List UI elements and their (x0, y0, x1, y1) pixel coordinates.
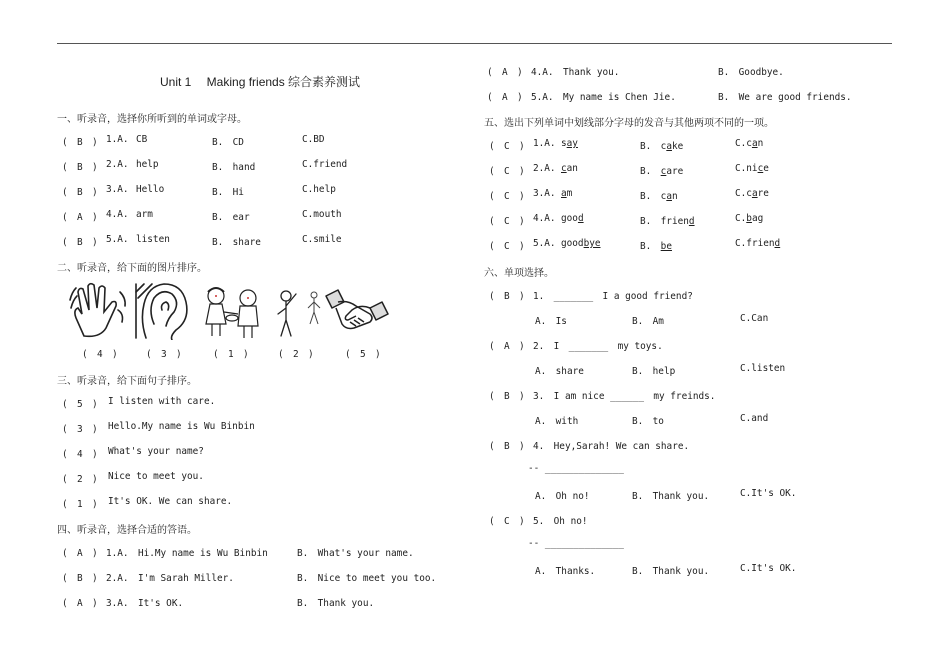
option-a (561, 163, 578, 174)
word-part: C.ni (735, 163, 758, 174)
picture-order-label: ( 4 ) (82, 349, 118, 360)
option-b: B. Hi (212, 187, 244, 198)
small-figure-icon (306, 290, 322, 326)
answer: ( 2 ) (62, 474, 98, 485)
header-rule (57, 43, 892, 44)
page-title: Unit 1 Making friends 综合素养测试 (160, 75, 361, 89)
word-part: C.frien (735, 238, 775, 249)
question-number: 5.A. (533, 238, 556, 249)
sentence: Nice to meet you. (108, 471, 204, 482)
underlined-letters: d (688, 216, 695, 227)
underlined-letters: a (666, 191, 672, 202)
picture-order-label: ( 2 ) (278, 349, 314, 360)
underlined-letters: a (751, 188, 758, 199)
question-number: 3.A. (106, 184, 129, 195)
question-text: 2. I _______ my toys. (533, 341, 663, 352)
answer: ( A ) (62, 598, 98, 609)
answer: ( 5 ) (62, 399, 98, 410)
underlined-letters: d (577, 213, 584, 224)
word-part: goo (561, 213, 578, 224)
option-a: 3.A. It's OK. (106, 598, 184, 609)
option-b (640, 138, 683, 152)
option-a: Hello (136, 184, 165, 195)
answer-blank: -- ______________ (528, 538, 624, 549)
word-part: ke (671, 141, 684, 152)
picture-order-label: ( 1 ) (213, 349, 249, 360)
question-number: 5.A. (106, 234, 129, 245)
underlined-letters: d (774, 238, 781, 249)
option-c (735, 138, 763, 149)
pointing-person-icon (272, 288, 300, 338)
word-part: B. c (640, 191, 667, 202)
word-part: C.c (735, 188, 752, 199)
answer: ( A ) (487, 67, 523, 78)
answer: ( B ) (62, 237, 98, 248)
option-a: A. Is (535, 316, 567, 327)
question-number: 4.A. (533, 213, 556, 224)
option-b: B. Goodbye. (718, 67, 784, 78)
option-b: B. CD (212, 137, 244, 148)
answer: ( B ) (489, 291, 525, 302)
word-part: s (561, 138, 567, 149)
underlined-letters: a (666, 141, 672, 152)
word-part: B. (640, 241, 661, 252)
underlined-letters: a (561, 188, 567, 199)
underlined-letters: a (751, 138, 758, 149)
option-a: CB (136, 134, 148, 145)
option-c (735, 238, 780, 249)
answer: ( C ) (489, 216, 525, 227)
option-c: C.help (302, 184, 336, 195)
word-part: n (757, 138, 764, 149)
answer: ( B ) (489, 391, 525, 402)
option-a: A. Thanks. (535, 566, 596, 577)
answer: ( A ) (62, 548, 98, 559)
answer: ( 4 ) (62, 449, 98, 460)
answer: ( C ) (489, 141, 525, 152)
underlined-letters: c (757, 163, 764, 174)
handshake-icon (324, 286, 390, 338)
underlined-letters: bye (583, 238, 601, 249)
word-part: C.c (735, 138, 752, 149)
option-b: B. Thank you. (297, 598, 375, 609)
underlined-letters: c (660, 166, 667, 177)
answer: ( B ) (62, 137, 98, 148)
underlined-letters: be (660, 241, 672, 252)
option-b: B. to (632, 416, 664, 427)
option-c: C.smile (302, 234, 342, 245)
answer: ( A ) (489, 341, 525, 352)
answer: ( B ) (489, 441, 525, 452)
option-b: B. share (212, 237, 261, 248)
children-sharing-icon (202, 284, 266, 340)
option-a (561, 188, 572, 199)
section-1-heading: 一、听录音，选择你所听到的单词或字母。 (57, 114, 247, 125)
question-text: 5. Oh no! (533, 516, 588, 527)
answer: ( C ) (489, 241, 525, 252)
option-c: C.It's OK. (740, 488, 797, 499)
option-c (735, 213, 763, 224)
answer-blank: -- ______________ (528, 463, 624, 474)
answer: ( 1 ) (62, 499, 98, 510)
answer: ( B ) (62, 573, 98, 584)
word-part: B. (640, 166, 661, 177)
underlined-letters: ay (566, 138, 578, 149)
option-b (640, 238, 672, 252)
option-c: C.BD (302, 134, 325, 145)
picture-strip (68, 280, 388, 340)
option-c (735, 188, 769, 199)
word-part: B. frien (640, 216, 689, 227)
underlined-letters: b (746, 213, 752, 224)
option-b (640, 163, 683, 177)
question-text: 3. I am nice ______ my freinds. (533, 391, 716, 402)
option-c: C.listen (740, 363, 786, 374)
option-a: 5.A. My name is Chen Jie. (531, 92, 676, 103)
option-b: B. Thank you. (632, 491, 710, 502)
section-4-heading: 四、听录音，选择合适的答语。 (57, 525, 197, 536)
question-text: 1. _______ I a good friend? (533, 291, 693, 302)
answer: ( A ) (487, 92, 523, 103)
option-a (561, 238, 601, 249)
option-b: B. Nice to meet you too. (297, 573, 437, 584)
section-5-heading: 五、选出下列单词中划线部分字母的发音与其他两项不同的一项。 (484, 118, 774, 129)
option-b: B. We are good friends. (718, 92, 852, 103)
question-number: 1.A. (533, 138, 556, 149)
option-a: arm (136, 209, 153, 220)
option-b: B. help (632, 366, 676, 377)
option-a: 1.A. Hi.My name is Wu Binbin (106, 548, 268, 559)
picture-order-label: ( 3 ) (146, 349, 182, 360)
option-c: C.and (740, 413, 769, 424)
question-number: 3.A. (533, 188, 556, 199)
ear-icon (132, 280, 192, 340)
option-b: B. hand (212, 162, 256, 173)
answer: ( B ) (62, 187, 98, 198)
section-2-heading: 二、听录音，给下面的图片排序。 (57, 263, 207, 274)
option-a: A. share (535, 366, 584, 377)
section-3-heading: 三、听录音，给下面句子排序。 (57, 376, 197, 387)
answer: ( 3 ) (62, 424, 98, 435)
option-a (561, 213, 584, 224)
option-a (561, 138, 578, 149)
option-c: C.It's OK. (740, 563, 797, 574)
word-part: ag (751, 213, 764, 224)
waving-hand-icon (68, 280, 130, 338)
sentence: It's OK. We can share. (108, 496, 233, 507)
option-a: listen (136, 234, 170, 245)
option-c (735, 163, 769, 174)
option-a: A. with (535, 416, 579, 427)
word-part: m (566, 188, 573, 199)
question-text: 4. Hey,Sarah! We can share. (533, 441, 690, 452)
option-b (640, 188, 678, 202)
word-part: e (763, 163, 769, 174)
option-c: C.mouth (302, 209, 342, 220)
option-a: A. Oh no! (535, 491, 590, 502)
sentence: I listen with care. (108, 396, 216, 407)
question-number: 2.A. (106, 159, 129, 170)
answer: ( C ) (489, 166, 525, 177)
underlined-letters: c (561, 163, 567, 174)
option-c: C.Can (740, 313, 769, 324)
picture-order-label: ( 5 ) (345, 349, 381, 360)
answer: ( C ) (489, 191, 525, 202)
option-a: 4.A. Thank you. (531, 67, 620, 78)
answer: ( C ) (489, 516, 525, 527)
option-a: 2.A. I'm Sarah Miller. (106, 573, 234, 584)
option-b: B. Thank you. (632, 566, 710, 577)
answer: ( B ) (62, 162, 98, 173)
option-a: help (136, 159, 159, 170)
sentence: What's your name? (108, 446, 204, 457)
question-number: 1.A. (106, 134, 129, 145)
word-part: B. c (640, 141, 667, 152)
answer: ( A ) (62, 212, 98, 223)
question-number: 4.A. (106, 209, 129, 220)
word-part: re (757, 188, 769, 199)
section-6-heading: 六、单项选择。 (484, 268, 554, 279)
word-part: good (561, 238, 584, 249)
word-part: are (666, 166, 684, 177)
sentence: Hello.My name is Wu Binbin (108, 421, 255, 432)
option-b (640, 213, 695, 227)
option-b: B. ear (212, 212, 250, 223)
word-part: an (566, 163, 578, 174)
word-part: C. (735, 213, 747, 224)
option-b: B. What's your name. (297, 548, 414, 559)
option-b: B. Am (632, 316, 664, 327)
word-part: n (671, 191, 678, 202)
option-c: C.friend (302, 159, 348, 170)
question-number: 2.A. (533, 163, 556, 174)
